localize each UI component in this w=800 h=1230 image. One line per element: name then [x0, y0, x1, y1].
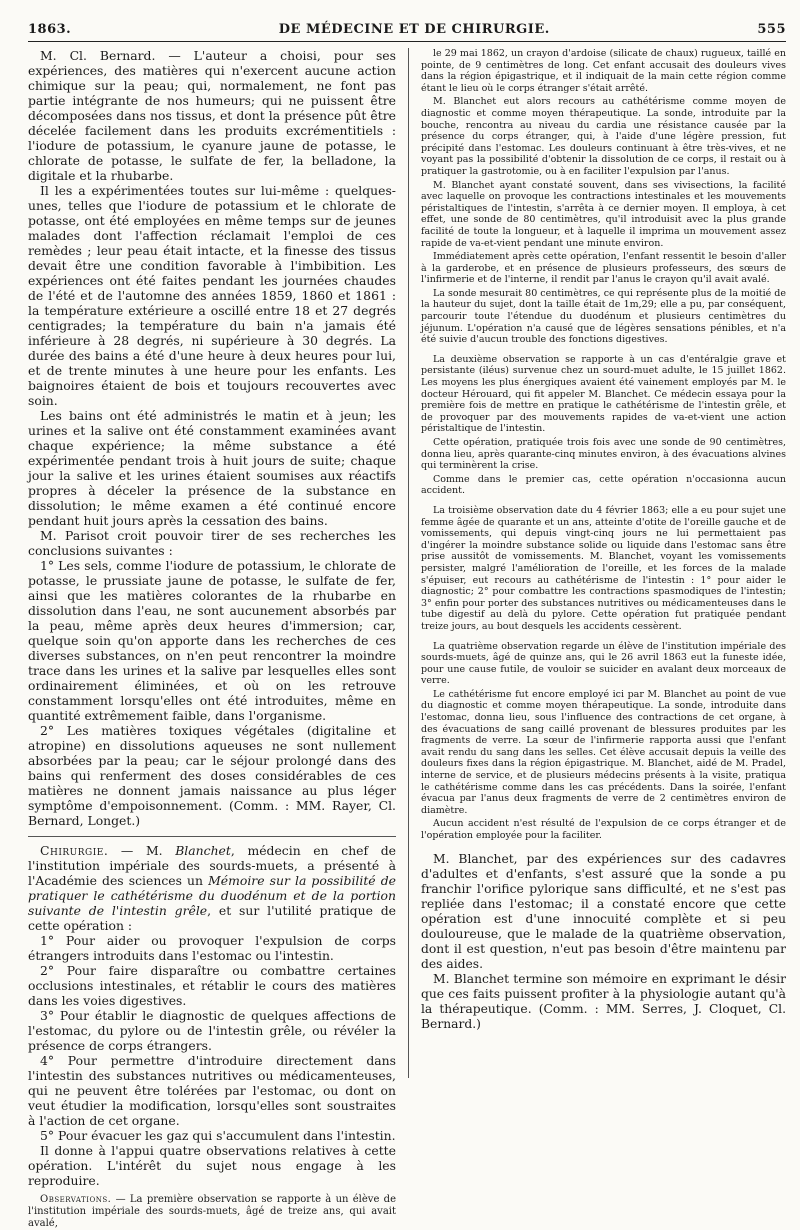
inline-text: , et sur l'utilité pratique de cette opération :	[28, 903, 396, 933]
paragraph: M. Blanchet eut alors recours au cathétérisme comme moyen de diagnostic et comme moyen thérapeutique. La sonde, introduite par la bouche, rencontra au niveau du cardia une résistance causée par la présence du corps étranger, qui, à l'aide d'une légère pression, fut précipité dans l'estomac. Les douleurs continuant à être très-vives, et ne voyant pas la possibilité d'obtenir la dissolution de ce corps, il restait ou à pratiquer la gastrotomie, ou à en faciliter l'expulsion par l'anus.	[421, 96, 786, 177]
header-title: DE MÉDECINE ET DE CHIRURGIE.	[278, 22, 550, 37]
paragraph: La sonde mesurait 80 centimètres, ce qui représente plus de la moitié de la hauteur du sujet, dont la taille était de 1m,29; elle a pu, par conséquent, parcourir toute l'étendue du duodénum et plusieurs centimètres du jéjunum. L'opération n'a causé que de légères sensations pénibles, et n'a été suivie d'aucun trouble des fonctions digestives.	[421, 287, 786, 346]
running-header	[28, 22, 786, 42]
paragraph: La quatrième observation regarde un élève de l'institution impériale des sourds-muets, âgé de quinze ans, qui le 26 avril 1863 eut la funeste idée, pour une cause futile, de vouloir se suicider en avalant deux morceaux de verre.	[421, 640, 786, 687]
paragraph: M. Blanchet ayant constaté souvent, dans ses vivisections, la facilité avec laquelle on provoque les contractions intestinales et les mouvements péristaltiques de l'intestin, s'arrêta à ce dernier moyen. Il employa, à cet effet, une sonde de 80 centimètres, qu'il introduisit avec la plus grande facilité de toute la longueur, et à laquelle il imprima un mouvement assez rapide de va-et-vient pendant une minute environ.	[421, 179, 786, 249]
paragraph: Comme dans le premier cas, cette opération n'occasionna aucun accident.	[421, 473, 786, 497]
paragraph: Les bains ont été administrés le matin et à jeun; les urines et la salive ont été constamment examinées avant chaque expérience; la même substance a été expérimentée pendant trois à huit jours de suite; chaque jour la salive et les urines étaient soumises aux réactifs propres à déceler la présence de la substance en dissolution; le même examen a été continué encore pendant huit jours après la cessation des bains.	[28, 408, 396, 528]
paragraph: M. Blanchet termine son mémoire en exprimant le désir que ces faits puissent profiter à la physiologie autant qu'à la thérapeutique. (Comm. : MM. Serres, J. Cloquet, Cl. Bernard.)	[421, 971, 786, 1031]
list-item: 1° Pour aider ou provoquer l'expulsion de corps étrangers introduits dans l'estomac ou l'intestin.	[28, 933, 396, 963]
paragraph: La deuxième observation se rapporte à un cas d'entéralgie grave et persistante (iléus) survenue chez un sourd-muet adulte, le 15 juillet 1862. Les moyens les plus énergiques avaient été vainement employés par M. le docteur Hérouard, qui fit appeler M. Blanchet. Ce médecin essaya pour la première fois de mettre en pratique le cathétérisme de l'intestin grêle, et de provoquer par des mouvements rapides de va-et-vient une action péristaltique de l'intestin.	[421, 353, 786, 435]
paragraph: 2° Les matières toxiques végétales (digitaline et atropine) en dissolutions aqueuses ne sont nullement absorbées par la peau; car le séjour prolongé dans des bains qui renferment des doses considérables de ces matières ne donnent jamais naissance au plus léger symptôme d'empoisonnement. (Comm. : MM. Rayer, Cl. Bernard, Longet.)	[28, 723, 396, 828]
inline-text: , médecin en chef de l'institution impériale des sourds-muets, a présenté à l'Académie des sciences un	[28, 843, 396, 888]
inline-text: — M.	[108, 843, 176, 858]
header-page-number: 555	[757, 22, 786, 37]
paragraph: M. Parisot croit pouvoir tirer de ses recherches les conclusions suivantes :	[28, 528, 396, 558]
section-label: Chirurgie.	[40, 843, 109, 858]
memoir-title: Mémoire sur la possibilité de pratiquer le cathétérisme du duodénum et de la portion suivante de l'intestin grêle	[28, 873, 396, 918]
paragraph: La troisième observation date du 4 février 1863; elle a eu pour sujet une femme âgée de quarante et un ans, atteinte d'otite de l'oreille gauche et de vomissements, qui depuis vingt-cinq jours ne lui permettaient pas d'ingérer la moindre substance solide ou liquide dans l'estomac sans être prise aussitôt de vomissements. M. Blanchet, voyant les vomissements persister, malgré l'amélioration de l'oreille, et les forces de la malade s'épuiser, eut recours au cathétérisme de l'intestin : 1° pour aider le diagnostic; 2° pour combattre les contractions spasmodiques de l'intestin; 3° enfin pour porter des substances nutritives ou médicamenteuses dans le tube digestif au delà du pylore. Cette opération fut pratiquée pendant treize jours, au bout desquels les accidents cessèrent.	[421, 504, 786, 632]
list-item: 2° Pour faire disparaître ou combattre certaines occlusions intestinales, et rétablir le cours des matières dans les voies digestives.	[28, 963, 396, 1008]
list-item: 3° Pour établir le diagnostic de quelques affections de l'estomac, du pylore ou de l'intestin grêle, ou révéler la présence de corps étrangers.	[28, 1008, 396, 1053]
right-column	[408, 48, 786, 1078]
text-columns	[28, 48, 786, 1229]
paragraph: Cette opération, pratiquée trois fois avec une sonde de 90 centimètres, donna lieu, après quarante-cinq minutes environ, à des évacuations alvines qui terminèrent la crise.	[421, 437, 786, 472]
chirurgie-intro	[28, 843, 396, 933]
paragraph: M. Blanchet, par des expériences sur des cadavres d'adultes et d'enfants, s'est assuré que la sonde a pu franchir l'orifice pylorique sans difficulté, et ne s'est pas repliée dans l'estomac; il a constaté encore que cette opération est d'une innocuité complète et si peu douloureuse, que le malade de la quatrième observation, dont il est question, n'eut pas besoin d'être maintenu par des aides.	[421, 851, 786, 971]
list-item: 5° Pour évacuer les gaz qui s'accumulent dans l'intestin.	[40, 1128, 396, 1143]
section-divider	[28, 836, 396, 837]
header-year: 1863.	[28, 22, 72, 37]
author-name: Blanchet	[175, 843, 231, 858]
paragraph: le 29 mai 1862, un crayon d'ardoise (silicate de chaux) rugueux, taillé en pointe, de 9 centimètres de long. Cet enfant accusait des douleurs vives dans la région épigastrique, et il indiquait de la main cette région comme étant le lieu où le corps étranger s'était arrêté.	[421, 48, 786, 94]
observations-intro	[28, 1194, 396, 1230]
list-item: 4° Pour permettre d'introduire directement dans l'intestin des substances nutritives ou médicamenteuses, qui ne peuvent être tolérées par l'estomac, ou dont on veut étudier la modification, lorsqu'elles sont soustraites à l'action de cet organe.	[28, 1053, 396, 1128]
paragraph: Immédiatement après cette opération, l'enfant ressentit le besoin d'aller à la garderobe, et en présence de plusieurs professeurs, des sœurs de l'infirmerie et de l'interne, il rendit par l'anus le crayon qu'il avait avalé.	[421, 251, 786, 286]
paragraph: Aucun accident n'est résulté de l'expulsion de ce corps étranger et de l'opération employée pour la faciliter.	[421, 818, 786, 841]
paragraph: Il les a expérimentées toutes sur lui-même : quelques-unes, telles que l'iodure de potassium et le chlorate de potasse, ont été employées en même temps sur de jeunes malades dont l'affection réclamait l'emploi de ces remèdes ; leur peau était intacte, et la finesse des tissus devait être une condition favorable à l'imbibition. Les expériences ont été faites pendant les journées chaudes de l'été et de l'automne des années 1859, 1860 et 1861 : la température extérieure a oscillé entre 18 et 27 degrés centigrades; la température du bain n'a jamais été inférieure à 28 degrés, ni supérieure à 30 degrés. La durée des bains a été d'une heure à deux heures pour lui, et de trente minutes à une heure pour les enfants. Les baignoires étaient de bois et toujours recouvertes avec soin.	[28, 183, 396, 408]
inline-text: — La première observation se rapporte à un élève de l'institution impériale des sourds-muets, âgé de treize ans, qui avait avalé,	[28, 1194, 396, 1229]
paragraph: 1° Les sels, comme l'iodure de potassium, le chlorate de potasse, le prussiate jaune de potasse, le sulfate de fer, ainsi que les matières colorantes de la rhubarbe en dissolution dans l'eau, ne sont aucunement absorbés par la peau, même après deux heures d'immersion; car, quelque soin qu'on apporte dans les recherches de ces diverses substances, on n'en peut rencontrer la moindre trace dans les urines et la salive par lesquelles elles sont ordinairement éliminées, et où on les retrouve constamment lorsqu'elles ont été introduites, même en quantité extrêmement faible, dans l'organisme.	[28, 558, 396, 723]
left-column	[28, 48, 408, 1229]
paragraph: M. Cl. Bernard. — L'auteur a choisi, pour ses expériences, des matières qui n'exercent aucune action chimique sur la peau; qui, normalement, ne font pas partie intégrante de nos humeurs; qui ne puissent être décomposées dans nos tissus, et dont la présence pût être décelée facilement dans les produits excrémentitiels : l'iodure de potassium, le cyanure jaune de potasse, le chlorate de potasse, le sulfate de fer, la belladone, la digitale et la rhubarbe.	[28, 48, 396, 183]
paragraph: Il donne à l'appui quatre observations relatives à cette opération. L'intérêt du sujet nous engage à les reproduire.	[28, 1143, 396, 1188]
paragraph: Le cathétérisme fut encore employé ici par M. Blanchet au point de vue du diagnostic et comme moyen thérapeutique. La sonde, introduite dans l'estomac, donna lieu, sous l'influence des contractions de cet organe, à des évacuations de sang caillé provenant de blessures produites par les fragments de verre. La sœur de l'infirmerie rapporta aussi que l'enfant avait rendu du sang dans les selles. Cet élève accusait depuis la veille des douleurs fixes dans la région épigastrique. M. Blanchet, aidé de M. Pradel, interne de service, et de plusieurs médecins présents à la visite, pratiqua le cathétérisme comme dans les cas précédents. Dans la soirée, l'enfant évacua par l'anus deux fragments de verre de 2 centimètres environ de diamètre.	[421, 688, 786, 816]
section-label: Observations.	[40, 1194, 112, 1205]
